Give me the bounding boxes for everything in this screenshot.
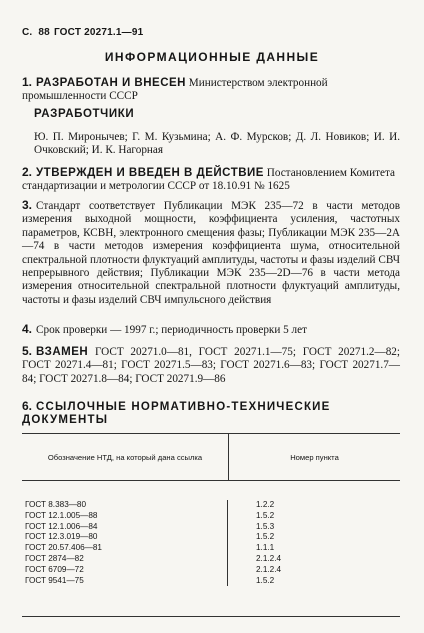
- section-3: [22, 199, 400, 307]
- table-cell-item: 1.5.2: [256, 575, 275, 585]
- table-cell-document: ГОСТ 2874—82: [25, 553, 84, 563]
- section-heading: РАЗРАБОТАН И ВНЕСЕН: [36, 77, 186, 89]
- section-number: 3.: [22, 198, 33, 212]
- section-text: Стандарт соответствует Публикации МЭК 235—72 в части методов измерения выходной мощности, коэффициента усиления, частотных параметров, КСВН, электронного смещения фазы; Публикации МЭК 235—2А—74 в части методов измерения коэффициента шума, относительной спектральной плотности флуктуаций амплитуды, частоты и фазы изделий СВЧ непрерывного действия; Публикации МЭК 235—2D—76 в части метода измерения относительной спектральной плотности флуктуаций амплитуды, частоты и фазы изделий СВЧ импульсного действия: [22, 200, 400, 306]
- document-column: [22, 500, 228, 586]
- table-cell-document: ГОСТ 12.1.005—88: [25, 510, 98, 520]
- table-body: [22, 481, 400, 616]
- section-heading: УТВЕРЖДЕН И ВВЕДЕН В ДЕЙСТВИЕ: [36, 167, 264, 179]
- page-number: 88: [38, 27, 50, 38]
- column-header-item: Номер пункта: [290, 452, 339, 462]
- section-5: [22, 345, 400, 386]
- table-cell-item: 1.5.3: [256, 521, 275, 531]
- table-cell-item: 1.2.2: [256, 500, 275, 509]
- table-cell-item: 1.1.1: [256, 543, 275, 553]
- developers-heading: РАЗРАБОТЧИКИ: [34, 108, 135, 120]
- table-cell-item: 2.1.2.4: [256, 564, 282, 574]
- table-cell-document: ГОСТ 20.57.406—81: [25, 543, 102, 553]
- section-number: 2.: [22, 165, 33, 179]
- section-text: ГОСТ 20271.0—81, ГОСТ 20271.1—75; ГОСТ 20271.2—82; ГОСТ 20271.4—81; ГОСТ 20271.5—83; ГОСТ 20271.6—83; ГОСТ 20271.7—84; ГОСТ 20271.8—84; ГОСТ 20271.9—86: [22, 346, 400, 385]
- section-heading: ССЫЛОЧНЫЕ НОРМАТИВНО-ТЕХНИЧЕСКИЕ ДОКУМЕНТЫ: [22, 401, 331, 427]
- section-text: Министерством электронной промышленности СССР: [22, 77, 328, 103]
- section-1: [22, 76, 400, 104]
- table-cell-document: ГОСТ 12.1.006—84: [25, 521, 98, 531]
- section-text: Постановлением Комитета стандартизации и метрологии СССР от 18.10.91 № 1625: [22, 167, 395, 193]
- table-cell-item: 2.1.2.4: [256, 553, 282, 563]
- section-heading: ВЗАМЕН: [36, 346, 89, 358]
- page-header: [22, 27, 143, 38]
- table-cell-document: ГОСТ 8.383—80: [25, 500, 87, 509]
- developers-list: Ю. П. Миронычев; Г. М. Кузьмина; А. Ф. Мурсков; Д. Л. Новиков; И. И. Очковский; И. К. Нагорная: [34, 131, 400, 157]
- section-text: Срок проверки — 1997 г.; периодичность проверки 5 лет: [36, 324, 307, 336]
- table-cell-document: ГОСТ 9541—75: [25, 575, 84, 585]
- section-number: 5.: [22, 344, 33, 358]
- section-6: [22, 400, 400, 428]
- section-number: 4.: [22, 322, 33, 336]
- section-4: [22, 323, 400, 337]
- table-cell-document: ГОСТ 6709—72: [25, 564, 84, 574]
- table-cell-document: ГОСТ 12.3.019—80: [25, 532, 98, 542]
- section-number: 1.: [22, 75, 33, 89]
- standard-code: ГОСТ 20271.1—91: [53, 27, 144, 38]
- section-number: 6.: [22, 399, 33, 413]
- page-letter: С.: [22, 27, 33, 38]
- table-header: [22, 434, 400, 481]
- document-title: ИНФОРМАЦИОННЫЕ ДАННЫЕ: [104, 50, 320, 64]
- section-2: [22, 166, 400, 194]
- reference-table: [22, 433, 400, 617]
- column-header-document: Обозначение НТД, на который дана ссылка: [22, 434, 229, 480]
- table-cell-item: 1.5.2: [256, 510, 275, 520]
- item-column: [228, 500, 400, 586]
- table-cell-item: 1.5.2: [256, 532, 275, 542]
